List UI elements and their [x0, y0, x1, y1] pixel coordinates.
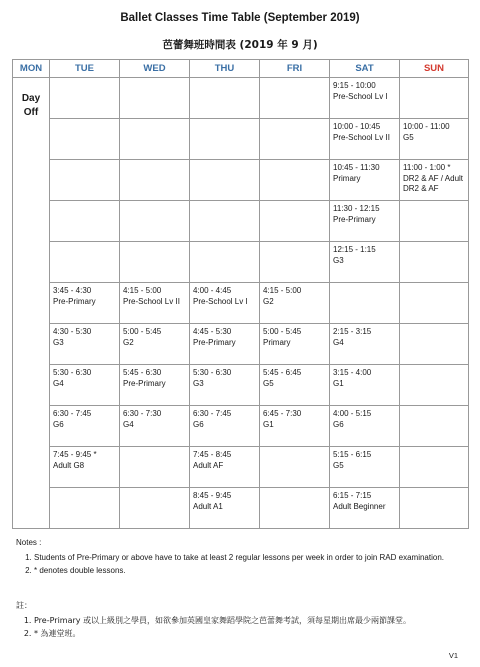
class-level: Adult Beginner — [333, 501, 386, 511]
class-slot-cell — [260, 201, 330, 242]
timetable-row — [13, 201, 469, 242]
class-slot-cell — [400, 242, 469, 283]
class-slot-cell — [120, 488, 190, 529]
class-slot-cell — [330, 488, 400, 529]
notes-chinese — [16, 600, 466, 641]
class-level: G6 — [193, 419, 204, 429]
class-time: 10:00 - 10:45 — [333, 122, 381, 131]
class-level: Adult A1 — [193, 501, 223, 511]
class-level: G1 — [263, 419, 274, 429]
timetable-row — [13, 406, 469, 447]
class-slot-cell — [120, 201, 190, 242]
class-level: Pre-Primary — [333, 214, 376, 224]
timetable-row — [13, 242, 469, 283]
class-slot-cell — [400, 447, 469, 488]
class-slot-cell — [330, 78, 400, 119]
timetable-row — [13, 488, 469, 529]
class-slot-cell — [400, 406, 469, 447]
header-wed: WED — [120, 60, 190, 78]
class-slot-cell — [120, 160, 190, 201]
class-slot-cell — [330, 283, 400, 324]
timetable-row — [13, 78, 469, 119]
class-level: G6 — [53, 419, 64, 429]
class-level: G5 — [333, 460, 344, 470]
class-level: G3 — [53, 337, 64, 347]
class-slot-cell — [50, 160, 120, 201]
class-level: G3 — [193, 378, 204, 388]
class-time: 6:45 - 7:30 — [263, 409, 302, 418]
class-time: 3:15 - 4:00 — [333, 368, 372, 377]
class-slot-cell — [260, 78, 330, 119]
class-slot-cell — [330, 324, 400, 365]
class-time: 7:45 - 8:45 — [193, 450, 232, 459]
class-level: G2 — [263, 296, 274, 306]
class-level: Primary — [333, 173, 361, 183]
class-level: Pre-Primary — [123, 378, 166, 388]
class-slot-cell — [50, 283, 120, 324]
class-time: 5:00 - 5:45 — [263, 327, 302, 336]
class-slot-cell — [260, 447, 330, 488]
class-time: 6:15 - 7:15 — [333, 491, 372, 500]
class-slot-cell — [400, 119, 469, 160]
class-slot-cell — [330, 447, 400, 488]
class-time: 11:30 - 12:15 — [333, 204, 380, 213]
notes-heading-zh: 註： — [16, 601, 32, 610]
class-time: 8:45 - 9:45 — [193, 491, 232, 500]
class-slot-cell — [330, 365, 400, 406]
class-slot-cell — [50, 488, 120, 529]
class-time: 4:15 - 5:00 — [123, 286, 162, 295]
class-slot-cell — [330, 160, 400, 201]
class-slot-cell — [120, 78, 190, 119]
class-time: 6:30 - 7:45 — [193, 409, 232, 418]
class-level: Pre-Primary — [53, 296, 96, 306]
timetable-row — [13, 447, 469, 488]
class-slot-cell — [330, 119, 400, 160]
class-slot-cell — [260, 160, 330, 201]
class-level: G3 — [333, 255, 344, 265]
class-time: 5:30 - 6:30 — [53, 368, 92, 377]
class-time: 5:30 - 6:30 — [193, 368, 232, 377]
note-item: 1. Students of Pre-Primary or above have to take at least 2 regular lessons per week in order to join RAD examination. — [34, 552, 466, 563]
class-slot-cell — [400, 160, 469, 201]
class-time: 5:15 - 6:15 — [333, 450, 372, 459]
class-slot-cell — [190, 283, 260, 324]
class-slot-cell — [120, 324, 190, 365]
class-slot-cell — [260, 324, 330, 365]
class-time: 3:45 - 4:30 — [53, 286, 92, 295]
class-time: 5:00 - 5:45 — [123, 327, 162, 336]
class-slot-cell — [190, 406, 260, 447]
class-slot-cell — [50, 406, 120, 447]
class-time: 4:30 - 5:30 — [53, 327, 92, 336]
class-time: 12:15 - 1:15 — [333, 245, 376, 254]
timetable-row — [13, 119, 469, 160]
class-level: Adult G8 — [53, 460, 85, 470]
class-time: 4:15 - 5:00 — [263, 286, 302, 295]
class-time: 4:45 - 5:30 — [193, 327, 232, 336]
class-time: 4:00 - 5:15 — [333, 409, 372, 418]
class-slot-cell — [50, 447, 120, 488]
class-level: Pre-School Lv I — [333, 91, 388, 101]
class-slot-cell — [260, 365, 330, 406]
class-level: G1 — [333, 378, 344, 388]
note-item-zh: 2. * 為連堂班。 — [34, 628, 466, 639]
header-mon: MON — [13, 60, 50, 78]
class-slot-cell — [190, 242, 260, 283]
class-slot-cell — [120, 283, 190, 324]
class-level: G4 — [123, 419, 134, 429]
class-slot-cell — [190, 201, 260, 242]
class-slot-cell — [260, 488, 330, 529]
header-sat: SAT — [330, 60, 400, 78]
class-level: G2 — [123, 337, 134, 347]
note-item-zh: 1. Pre-Primary 或以上級別之學員，如欲參加英國皇家舞蹈學院之芭蕾舞考試，須每星期出席最少兩節課堂。 — [34, 615, 466, 626]
class-slot-cell — [120, 406, 190, 447]
day-off-label: Day — [21, 93, 41, 104]
class-slot-cell — [120, 119, 190, 160]
timetable-header-row — [13, 60, 469, 78]
timetable — [12, 59, 469, 529]
class-slot-cell — [50, 78, 120, 119]
class-slot-cell — [400, 365, 469, 406]
class-time: 10:00 - 11:00 — [403, 122, 450, 131]
class-time: 9:15 - 10:00 — [333, 81, 376, 90]
class-slot-cell — [400, 78, 469, 119]
class-slot-cell — [190, 488, 260, 529]
class-level: Primary — [263, 337, 291, 347]
class-slot-cell — [190, 78, 260, 119]
class-time: 5:45 - 6:30 — [123, 368, 162, 377]
class-level: G4 — [333, 337, 344, 347]
note-item: 2. * denotes double lessons. — [34, 565, 466, 576]
class-slot-cell — [260, 406, 330, 447]
class-level: G5 — [403, 132, 414, 142]
class-slot-cell — [50, 119, 120, 160]
timetable-row — [13, 365, 469, 406]
class-time: 6:30 - 7:30 — [123, 409, 162, 418]
class-slot-cell — [50, 242, 120, 283]
class-level: G5 — [263, 378, 274, 388]
class-slot-cell — [190, 365, 260, 406]
page-title: Ballet Classes Time Table (September 2019) — [120, 12, 360, 24]
class-slot-cell — [190, 447, 260, 488]
class-slot-cell — [120, 365, 190, 406]
class-time: 4:00 - 4:45 — [193, 286, 232, 295]
class-slot-cell — [190, 160, 260, 201]
class-slot-cell — [330, 242, 400, 283]
class-slot-cell — [120, 447, 190, 488]
class-level: Pre-School Lv II — [333, 132, 390, 142]
class-slot-cell — [120, 242, 190, 283]
class-level: G4 — [53, 378, 64, 388]
version-label: V1 — [448, 651, 458, 660]
class-level: DR2 & AF / Adult DR2 & AF — [403, 173, 464, 193]
monday-day-off-cell — [13, 78, 50, 529]
class-level: Pre-School Lv I — [193, 296, 248, 306]
timetable-row — [13, 283, 469, 324]
class-slot-cell — [400, 324, 469, 365]
class-slot-cell — [330, 406, 400, 447]
class-slot-cell — [50, 201, 120, 242]
class-level: G6 — [333, 419, 344, 429]
day-off-label: Off — [23, 107, 39, 118]
class-slot-cell — [50, 365, 120, 406]
class-slot-cell — [330, 201, 400, 242]
class-slot-cell — [260, 283, 330, 324]
class-slot-cell — [400, 283, 469, 324]
header-sun: SUN — [400, 60, 469, 78]
class-time: 11:00 - 1:00 * — [403, 163, 451, 172]
class-slot-cell — [50, 324, 120, 365]
header-tue: TUE — [50, 60, 120, 78]
class-slot-cell — [190, 119, 260, 160]
class-level: Pre-Primary — [193, 337, 236, 347]
class-level: Adult AF — [193, 460, 224, 470]
notes-heading: Notes : — [16, 538, 42, 547]
header-fri: FRI — [260, 60, 330, 78]
timetable-row — [13, 160, 469, 201]
class-time: 2:15 - 3:15 — [333, 327, 372, 336]
class-time: 6:30 - 7:45 — [53, 409, 92, 418]
class-slot-cell — [400, 201, 469, 242]
class-slot-cell — [260, 242, 330, 283]
class-slot-cell — [190, 324, 260, 365]
header-thu: THU — [190, 60, 260, 78]
class-level: Pre-School Lv II — [123, 296, 180, 306]
page-subtitle: 芭蕾舞班時間表 (2019 年 9 月) — [162, 39, 318, 51]
class-time: 10:45 - 11:30 — [333, 163, 380, 172]
class-slot-cell — [260, 119, 330, 160]
timetable-row — [13, 324, 469, 365]
class-time: 5:45 - 6:45 — [263, 368, 302, 377]
class-time: 7:45 - 9:45 * — [53, 450, 97, 459]
class-slot-cell — [400, 488, 469, 529]
notes-english — [16, 537, 466, 578]
